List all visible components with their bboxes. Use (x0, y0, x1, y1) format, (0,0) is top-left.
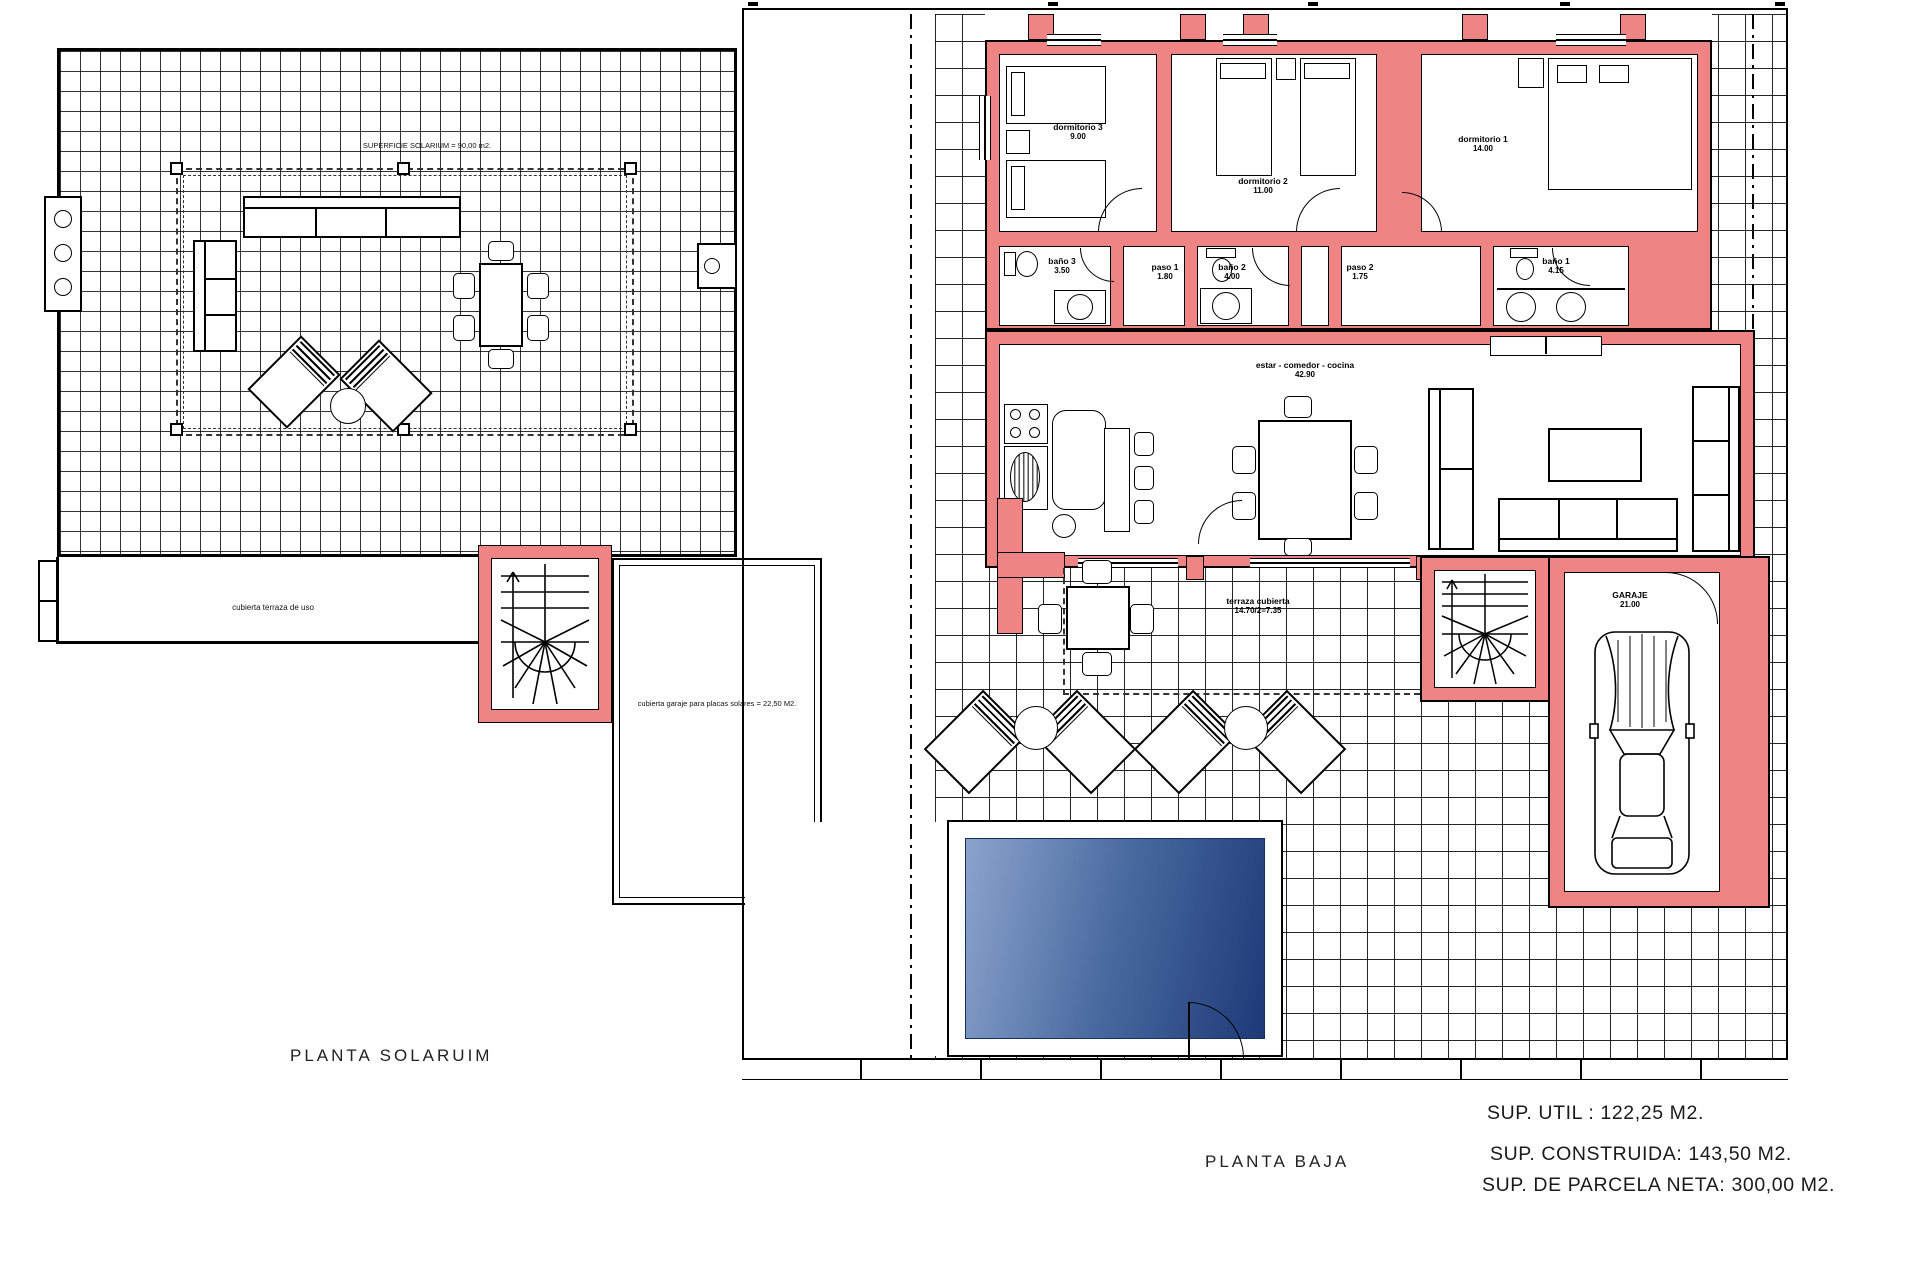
room-label-bano1 (1542, 256, 1569, 275)
winder-stair-symbol (491, 558, 599, 710)
room-name: baño 2 (1218, 262, 1246, 272)
room-area: 1.75 (1352, 272, 1368, 282)
garage-roof-label: cubierta garaje para placas solares = 22,50 M2. (637, 699, 797, 708)
boundary-tick (748, 2, 758, 6)
nightstand-symbol (1276, 58, 1296, 80)
pergola-post (624, 162, 637, 175)
bed-symbol (1300, 58, 1356, 176)
sofa-cushion-line (385, 207, 387, 236)
sofa-cushion-line (1694, 494, 1728, 496)
sofa-back-line (1500, 538, 1676, 540)
chair-symbol (527, 273, 549, 299)
sofa-symbol (1428, 388, 1474, 550)
sink-basin (1212, 292, 1240, 320)
gate-leaf (1188, 1002, 1190, 1058)
chair-symbol (1082, 560, 1112, 584)
sofa-back-line (245, 207, 459, 209)
sink-basin (1506, 292, 1536, 322)
room-label-bano2 (1218, 262, 1245, 281)
swimming-pool (965, 838, 1265, 1039)
room-name: dormitorio 3 (1053, 122, 1103, 132)
sofa-back-line (204, 242, 206, 350)
terrace-use-label: cubierta terraza de uso (232, 603, 314, 612)
solarium-plan-title: PLANTA SOLARUIM (290, 1046, 493, 1065)
bottom-boundary-band (742, 1058, 1788, 1080)
room-area: 3.50 (1054, 266, 1070, 276)
room-area: 11.00 (1253, 186, 1273, 196)
sofa-symbol (193, 240, 237, 352)
summary-sup-parcela: SUP. DE PARCELA NETA: 300,00 M2. (1482, 1174, 1836, 1196)
chair-symbol (453, 273, 475, 299)
burner (1010, 409, 1021, 420)
bed-symbol (1006, 66, 1106, 124)
vanity-counter-line (1497, 288, 1625, 290)
side-table-symbol (330, 388, 366, 424)
sink-counter (1054, 290, 1106, 324)
wall-stub (1186, 556, 1204, 580)
stool-symbol (1052, 514, 1076, 538)
sink-basin (1010, 452, 1040, 502)
sofa-back-line (1728, 388, 1730, 550)
summary-sup-construida: SUP. CONSTRUIDA: 143,50 M2. (1490, 1143, 1792, 1165)
room-area: 9.00 (1070, 132, 1086, 142)
terrace-step-symbol (38, 560, 58, 642)
sofa-cushion-line (204, 278, 236, 280)
room-label-dormitorio3 (1053, 122, 1103, 141)
sofa-symbol (243, 196, 461, 238)
nightstand-symbol (1006, 130, 1030, 154)
outdoor-table-symbol (1066, 586, 1130, 650)
bed-symbol (1006, 160, 1106, 218)
bed-symbol (1216, 58, 1272, 176)
wall-stub (1180, 14, 1206, 40)
side-table-symbol (1014, 706, 1058, 750)
room-label-bano3 (1048, 256, 1075, 275)
window-symbol (1250, 558, 1410, 568)
stove-symbol (1004, 404, 1048, 444)
bar-stool-symbol (1134, 500, 1154, 524)
kitchen-bar (1104, 428, 1130, 532)
pillow (1011, 166, 1025, 210)
room-name: dormitorio 1 (1458, 134, 1508, 144)
toilet-tank (1206, 248, 1236, 258)
chair-symbol (1284, 396, 1312, 418)
pillow (1557, 65, 1587, 83)
fixture-circle (704, 258, 720, 274)
sofa-cushion-line (1694, 440, 1728, 442)
pillow (1011, 72, 1025, 116)
chair-symbol (1284, 538, 1312, 556)
room-name: paso 1 (1151, 262, 1179, 272)
pergola-post (170, 423, 183, 436)
nightstand-symbol (1518, 58, 1544, 88)
room-area: 1.80 (1157, 272, 1173, 282)
chair-symbol (1038, 604, 1062, 634)
room-paso2 (1341, 246, 1481, 326)
boundary-tick (1048, 2, 1058, 6)
room-name: baño 1 (1542, 256, 1570, 266)
burner (1029, 409, 1040, 420)
terrace-pier-wall (997, 552, 1065, 578)
burner (1029, 427, 1040, 438)
boundary-tick (1308, 2, 1318, 6)
sideboard-line (1545, 337, 1547, 354)
toilet-tank (1510, 248, 1538, 258)
pergola-post (397, 162, 410, 175)
sink-basin (1067, 294, 1093, 320)
planter-unit-symbol (44, 196, 82, 312)
chair-symbol (1232, 446, 1256, 474)
sofa-cushion-line (315, 207, 317, 236)
sofa-cushion-line (1558, 500, 1560, 538)
winder-stair-symbol (1434, 570, 1536, 688)
terrace-roof-dashed-edge (1063, 568, 1065, 695)
pillow (1304, 63, 1350, 79)
boundary-tick (1775, 2, 1785, 6)
chair-symbol (1130, 604, 1154, 634)
chair-symbol (1354, 492, 1378, 520)
chair-symbol (453, 315, 475, 341)
room-paso1 (1123, 246, 1185, 326)
room-name: dormitorio 2 (1238, 176, 1288, 186)
room-label-estar (1256, 360, 1354, 379)
bar-stool-symbol (1134, 432, 1154, 456)
summary-sup-util: SUP. UTIL : 122,25 M2. (1487, 1102, 1704, 1124)
room-label-garaje (1612, 590, 1647, 609)
pergola-post (624, 423, 637, 436)
burner (1010, 427, 1021, 438)
room-area: 42.90 (1294, 370, 1316, 380)
sofa-cushion-line (204, 314, 236, 316)
boundary-tick (1560, 2, 1570, 6)
pergola-post (170, 162, 183, 175)
wall-stub (1462, 14, 1488, 40)
kitchen-island (1052, 410, 1106, 510)
ground-floor-plan-title: PLANTA BAJA (1205, 1152, 1350, 1171)
terrace-roof-dashed-edge (1063, 693, 1420, 695)
room-area: 14.00 (1472, 144, 1494, 154)
window-symbol (1223, 34, 1277, 46)
car-symbol (1592, 628, 1692, 878)
sofa-symbol (1498, 498, 1678, 552)
window-symbol (979, 96, 991, 160)
sink-basin (1556, 292, 1586, 322)
dining-table-symbol (1258, 420, 1352, 540)
pillow (1220, 63, 1266, 79)
chair-symbol (488, 349, 514, 369)
planter-circle (54, 278, 72, 296)
window-symbol (1047, 34, 1101, 46)
terrace-edge-line (56, 641, 480, 644)
sofa-cushion-line (1616, 500, 1618, 538)
room-name: baño 3 (1048, 256, 1076, 266)
toilet-tank (1004, 252, 1016, 276)
sofa-cushion-line (1439, 468, 1472, 470)
room-label-dormitorio2 (1238, 176, 1288, 195)
solarium-surface-label: SUPERFICIE SOLARIUM = 90,00 m2. (362, 141, 492, 150)
chair-symbol (488, 241, 514, 261)
side-table-symbol (1224, 706, 1268, 750)
chair-symbol (1082, 652, 1112, 676)
pool-side-margin (745, 822, 947, 1056)
chair-symbol (1354, 446, 1378, 474)
room-label-dormitorio1 (1458, 134, 1508, 153)
chair-symbol (527, 315, 549, 341)
pillow (1599, 65, 1629, 83)
step-line (40, 600, 56, 602)
double-bed-symbol (1548, 58, 1692, 190)
setback-line-left (910, 14, 912, 1058)
sideboard-symbol (1490, 336, 1602, 356)
room-name: paso 2 (1346, 262, 1374, 272)
sofa-symbol (1692, 386, 1740, 552)
room-label-terraza (1226, 596, 1289, 615)
room-name: terraza cubierta (1226, 596, 1290, 606)
toilet-bowl (1016, 251, 1038, 277)
room-area: 14.70/2=7.35 (1234, 606, 1282, 616)
bar-stool-symbol (1134, 466, 1154, 490)
dining-table-symbol (479, 263, 523, 347)
room-area: 4.15 (1548, 266, 1564, 276)
sink-counter (1200, 288, 1252, 324)
room-closet (1301, 246, 1329, 326)
room-label-paso2 (1347, 262, 1374, 281)
room-area: 21.00 (1619, 600, 1641, 610)
room-label-paso1 (1152, 262, 1179, 281)
planter-circle (54, 244, 72, 262)
window-symbol (1556, 34, 1626, 46)
room-name: GARAJE (1612, 590, 1648, 600)
outdoor-fixture-symbol (697, 243, 737, 289)
room-area: 4.00 (1224, 272, 1240, 282)
coffee-table-symbol (1548, 428, 1642, 482)
toilet-bowl (1516, 258, 1534, 280)
room-name: estar - comedor - cocina (1255, 360, 1355, 370)
planter-circle (54, 210, 72, 228)
